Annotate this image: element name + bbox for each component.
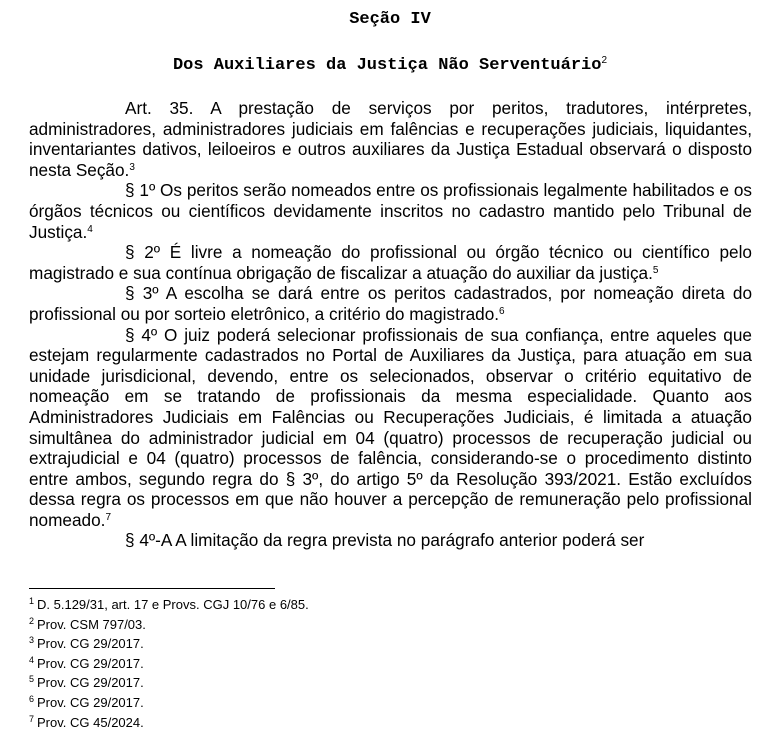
paragraph-text: Art. 35. A prestação de serviços por peritos, tradutores, intérpretes, administradores, administradores judiciais em falências e recuperações judiciais, liquidantes, inventariantes dativos, leiloeiros e outros auxiliares da Justiça Estadual observará o disposto nesta Seção. <box>29 98 752 180</box>
article-body <box>29 98 752 551</box>
footnote-number: 3 <box>29 635 35 646</box>
section-heading-text: Seção IV <box>349 10 431 29</box>
footnote-number: 1 <box>29 596 35 606</box>
footnote-ref: 4 <box>87 223 93 235</box>
footnote-ref: 3 <box>129 161 135 173</box>
footnote-text: Prov. CSM 797/03. <box>37 616 146 632</box>
footnote <box>29 615 729 635</box>
footnote-text: Prov. CG 29/2017. <box>37 636 144 652</box>
footnote-text: Prov. CG 45/2024. <box>37 714 144 730</box>
article-paragraph <box>29 530 752 551</box>
footnote-number: 7 <box>29 713 35 724</box>
footnote <box>29 673 729 693</box>
paragraph-text: § 4º O juiz poderá selecionar profissionais de sua confiança, entre aqueles que estejam regularmente cadastrados no Portal de Auxiliares da Justiça, para atuação em sua unidade jurisdicional, devendo, entre os selecionados, observar o critério equitativo de nomeação em se tratando de profissionais da mesma especialidade. Quanto aos Administradores Judiciais em Falências ou Recuperações Judiciais, é limitada a atuação simultânea do administrador judicial em 04 (quatro) processos de recuperação judicial ou extrajudicial e 04 (quatro) processos de falência, considerando-se o procedimento distinto entre ambos, segundo regra do § 3º, do artigo 5º da Resolução 393/2021. Estão excluídos dessa regra os processos em que não houver a percepção de remuneração pelo profissional nomeado. <box>29 324 752 530</box>
paragraph-text: § 2º É livre a nomeação do profissional ou órgão técnico ou científico pelo magistrado e sua contínua obrigação de fiscalizar a atuação do auxiliar da justiça. <box>29 242 752 283</box>
article-paragraph <box>29 98 752 180</box>
footnote-text: D. 5.129/31, art. 17 e Provs. CGJ 10/76 e 6/85. <box>37 597 309 612</box>
footnote-ref: 6 <box>499 305 505 317</box>
footnote-number: 4 <box>29 654 35 665</box>
footnote-ref: 2 <box>601 55 608 66</box>
chapter-heading <box>0 55 780 77</box>
footnote <box>29 595 729 615</box>
footnote-ref: 5 <box>652 264 659 276</box>
footnote-divider <box>29 588 275 589</box>
footnote-number: 2 <box>29 615 35 626</box>
article-paragraph <box>29 325 752 531</box>
section-heading <box>0 9 780 31</box>
footnote-ref: 7 <box>105 511 112 523</box>
footnote-number: 6 <box>29 693 35 704</box>
paragraph-text: § 3º A escolha se dará entre os peritos cadastrados, por nomeação direta do profissional ou por sorteio eletrônico, a critério do magistrado. <box>29 283 752 324</box>
article-paragraph <box>29 283 752 324</box>
article-paragraph <box>29 180 752 242</box>
chapter-heading-text: Dos Auxiliares da Justiça Não Serventuário <box>172 56 602 75</box>
footnote-text: Prov. CG 29/2017. <box>37 655 144 671</box>
paragraph-text: § 1º Os peritos serão nomeados entre os profissionais legalmente habilitados e os órgãos técnicos ou científicos devidamente inscritos no cadastro mantido pelo Tribunal de Justiça. <box>29 180 752 242</box>
footnote <box>29 693 729 713</box>
article-paragraph <box>29 242 752 283</box>
footnote-text: Prov. CG 29/2017. <box>37 675 144 691</box>
paragraph-text: § 4º-A A limitação da regra prevista no parágrafo anterior poderá ser <box>125 530 645 551</box>
footnote-text: Prov. CG 29/2017. <box>37 694 144 710</box>
footnote-number: 5 <box>29 674 35 685</box>
footnote <box>29 654 729 674</box>
footnote <box>29 634 729 654</box>
footnote <box>29 713 729 733</box>
footnotes <box>29 595 729 732</box>
